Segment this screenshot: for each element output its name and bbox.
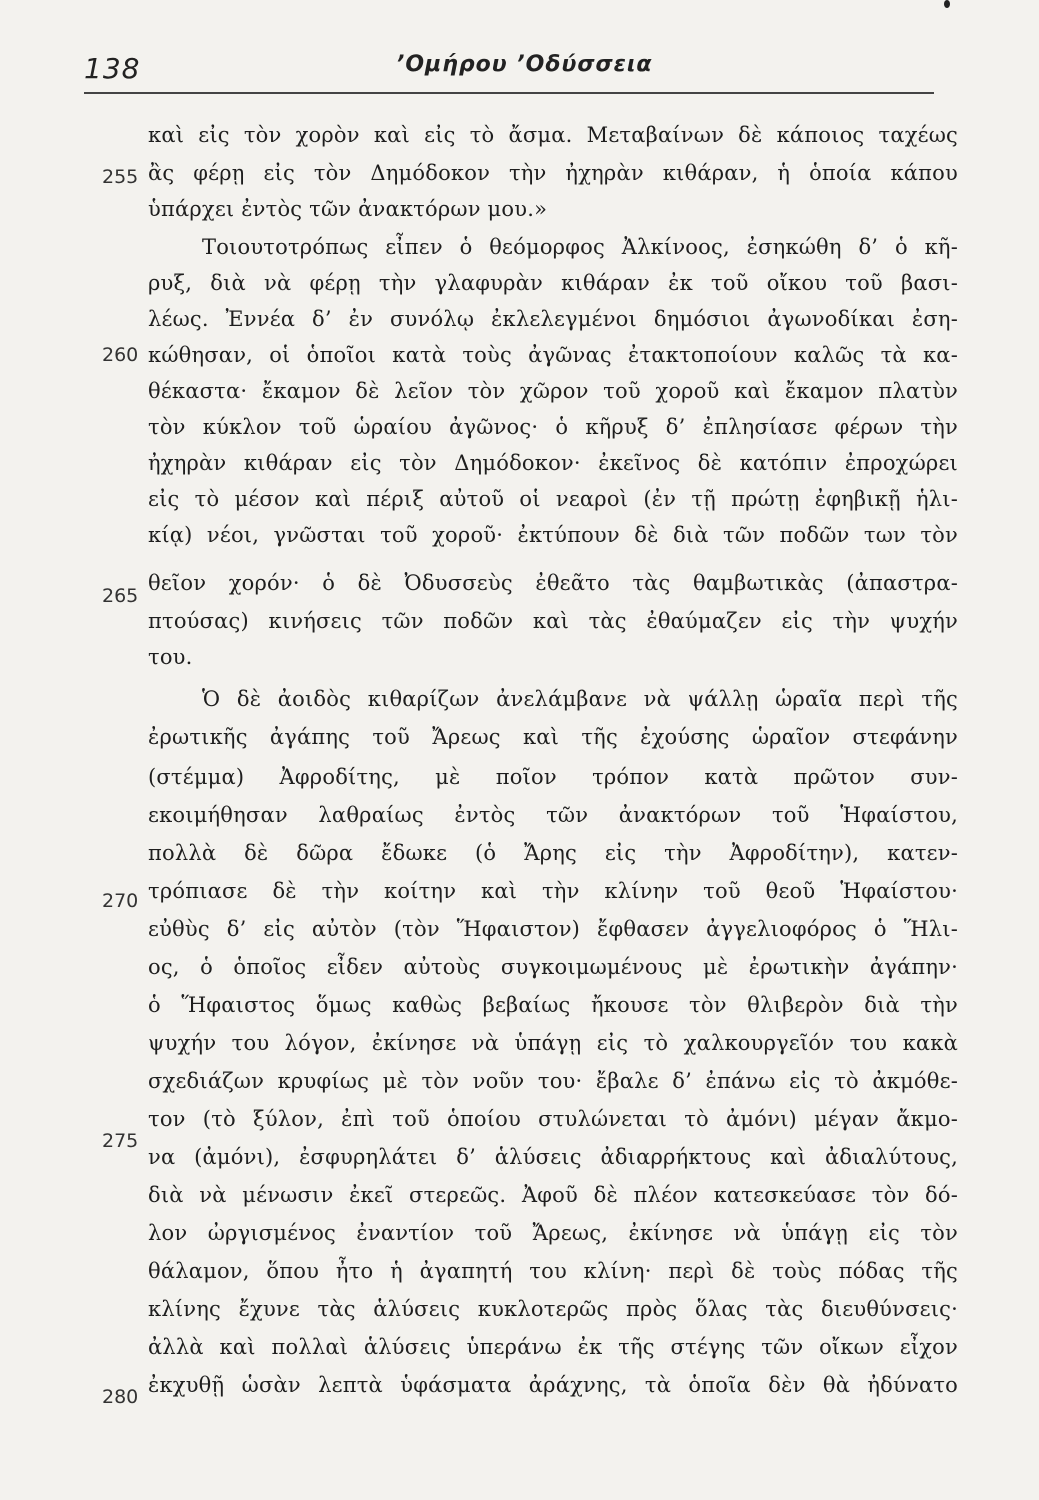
text-line: κίᾳ) νέοι, γνῶσται τοῦ χοροῦ· ἐκτύπουν δὲ διὰ τῶν ποδῶν των τὸν	[148, 523, 958, 547]
text-line: εκοιμήθησαν λαθραίως ἐντὸς τῶν ἀνακτόρων τοῦ Ἡφαίστου,	[148, 803, 958, 827]
text-line: ἐρωτικῆς ἀγάπης τοῦ Ἄρεως καὶ τῆς ἐχούσης ὡραῖον στεφάνην	[148, 725, 958, 749]
text-line: ος, ὁ ὁποῖος εἶδεν αὐτοὺς συγκοιμωμένους μὲ ἐρωτικὴν ἀγάπην·	[148, 955, 958, 979]
text-line: εἰς τὸ μέσον καὶ πέριξ αὐτοῦ οἱ νεαροὶ (ἐν τῇ πρώτῃ ἐφηβικῇ ἡλι-	[148, 487, 958, 511]
line-number-280: 280	[102, 1386, 139, 1408]
text-line: Τοιουτοτρόπως εἶπεν ὁ θεόμορφος Ἀλκίνοος, ἐσηκώθη δ’ ὁ κῆ-	[202, 235, 958, 259]
text-line: ἠχηρὰν κιθάραν εἰς τὸν Δημόδοκον· ἐκεῖνος δὲ κατόπιν ἐπροχώρει	[148, 451, 958, 475]
line-number-275: 275	[102, 1130, 139, 1152]
text-line: (στέμμα) Ἀφροδίτης, μὲ ποῖον τρόπον κατὰ πρῶτον συν-	[148, 765, 958, 789]
text-line: πολλὰ δὲ δῶρα ἔδωκε (ὁ Ἄρης εἰς τὴν Ἀφροδίτην), κατεν-	[148, 841, 958, 865]
text-line: κώθησαν, οἱ ὁποῖοι κατὰ τοὺς ἀγῶνας ἐτακτοποίουν καλῶς τὰ κα-	[148, 343, 958, 367]
header-rule	[84, 92, 934, 94]
line-number-270: 270	[102, 890, 139, 912]
text-line: εὐθὺς δ’ εἰς αὐτὸν (τὸν Ἥφαιστον) ἔφθασεν ἀγγελιοφόρος ὁ Ἥλι-	[148, 917, 958, 941]
text-line: καὶ εἰς τὸν χορὸν καὶ εἰς τὸ ἄσμα. Μεταβαίνων δὲ κάποιος ταχέως	[148, 123, 958, 147]
text-line: σχεδιάζων κρυφίως μὲ τὸν νοῦν του· ἔβαλε δ’ ἐπάνω εἰς τὸ ἀκμόθε-	[148, 1069, 958, 1093]
text-line: ψυχήν του λόγον, ἐκίνησε νὰ ὑπάγῃ εἰς τὸ χαλκουργεῖόν του κακὰ	[148, 1031, 958, 1055]
text-line: ἀλλὰ καὶ πολλαὶ ἁλύσεις ὑπεράνω ἐκ τῆς στέγης τῶν οἴκων εἶχον	[148, 1335, 958, 1359]
line-number-255: 255	[102, 166, 139, 188]
text-line: λον ὠργισμένος ἐναντίον τοῦ Ἄρεως, ἐκίνησε νὰ ὑπάγῃ εἰς τὸν	[148, 1221, 958, 1245]
ink-speck	[944, 0, 950, 8]
text-line: διὰ νὰ μένωσιν ἐκεῖ στερεῶς. Ἀφοῦ δὲ πλέον κατεσκεύασε τὸν δό-	[148, 1183, 958, 1207]
text-line: λέως. Ἐννέα δ’ ἐν συνόλῳ ἐκλελεγμένοι δημόσιοι ἀγωνοδίκαι ἐση-	[148, 307, 958, 331]
text-line: να (ἀμόνι), ἐσφυρηλάτει δ’ ἁλύσεις ἀδιαρρήκτους καὶ ἀδιαλύτους,	[148, 1145, 958, 1169]
text-line: ὁ Ἥφαιστος ὅμως καθὼς βεβαίως ἤκουσε τὸν θλιβερὸν διὰ τὴν	[148, 993, 958, 1017]
text-line: θεῖον χορόν· ὁ δὲ Ὀδυσσεὺς ἐθεᾶτο τὰς θαμβωτικὰς (ἀπαστρα-	[148, 571, 958, 595]
text-line: θάλαμον, ὅπου ἦτο ἡ ἀγαπητή του κλίνη· περὶ δὲ τοὺς πόδας τῆς	[148, 1259, 958, 1283]
line-number-265: 265	[102, 585, 139, 607]
text-line: Ὁ δὲ ἀοιδὸς κιθαρίζων ἀνελάμβανε νὰ ψάλλῃ ὡραῖα περὶ τῆς	[202, 687, 958, 711]
text-line: τὸν κύκλον τοῦ ὡραίου ἀγῶνος· ὁ κῆρυξ δ’ ἐπλησίασε φέρων τὴν	[148, 415, 958, 439]
text-line: του.	[148, 645, 193, 669]
text-line: τον (τὸ ξύλον, ἐπὶ τοῦ ὁποίου στυλώνεται τὸ ἀμόνι) μέγαν ἄκμο-	[148, 1107, 958, 1131]
running-title: ’Ομήρου ’Οδύσσεια	[396, 52, 653, 77]
page-number: 138	[84, 52, 141, 85]
line-number-260: 260	[102, 344, 139, 366]
text-line: ὑπάρχει ἐντὸς τῶν ἀνακτόρων μου.»	[148, 197, 548, 221]
text-line: ρυξ, διὰ νὰ φέρῃ τὴν γλαφυρὰν κιθάραν ἐκ τοῦ οἴκου τοῦ βασι-	[148, 271, 958, 295]
text-line: θέκαστα· ἔκαμον δὲ λεῖον τὸν χῶρον τοῦ χοροῦ καὶ ἔκαμον πλατὺν	[148, 379, 958, 403]
page-header	[84, 52, 934, 96]
text-line: κλίνης ἔχυνε τὰς ἁλύσεις κυκλοτερῶς πρὸς ὅλας τὰς διευθύνσεις·	[148, 1297, 958, 1321]
text-line: πτούσας) κινήσεις τῶν ποδῶν καὶ τὰς ἐθαύμαζεν εἰς τὴν ψυχήν	[148, 609, 958, 633]
text-line: τρόπιασε δὲ τὴν κοίτην καὶ τὴν κλίνην τοῦ θεοῦ Ἡφαίστου·	[148, 879, 958, 903]
text-line: ἂς φέρῃ εἰς τὸν Δημόδοκον τὴν ἠχηρὰν κιθάραν, ἡ ὁποία κάπου	[148, 161, 958, 185]
text-line: ἐκχυθῇ ὡσὰν λεπτὰ ὑφάσματα ἀράχνης, τὰ ὁποῖα δὲν θὰ ἠδύνατο	[148, 1373, 958, 1397]
